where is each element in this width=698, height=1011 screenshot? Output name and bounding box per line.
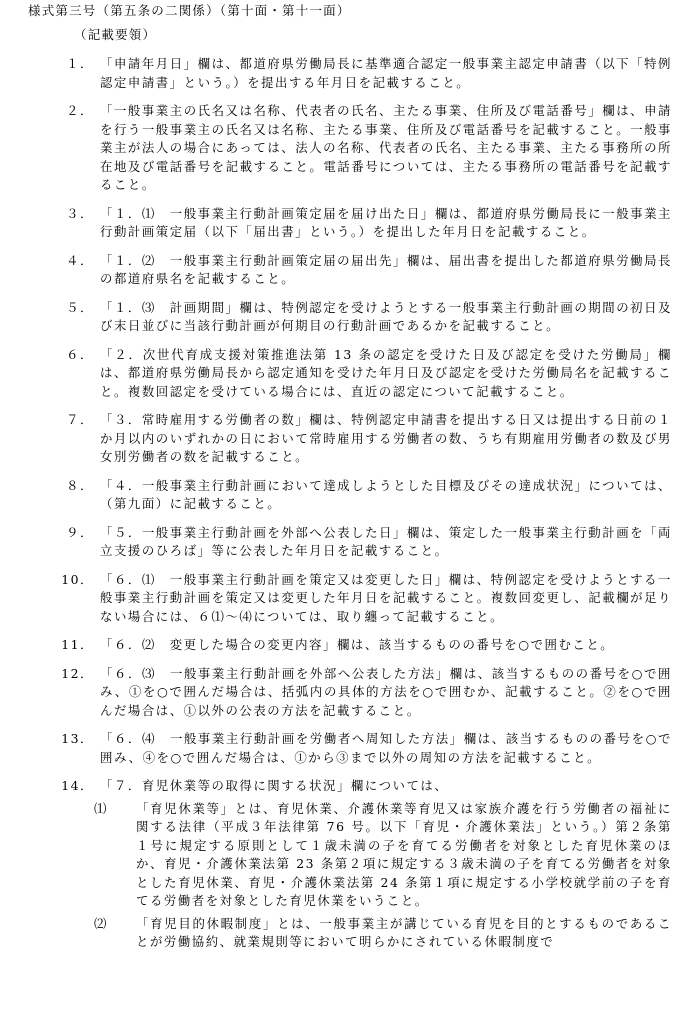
item-number: ４． (66, 252, 94, 268)
sub-item-number: ⑵ (94, 915, 108, 931)
section-heading: （記載要領） (74, 27, 157, 42)
list-item (60, 252, 672, 289)
item-text: 「５．一般事業主行動計画を外部へ公表した日」欄は、策定した一般事業主行動計画を「両立支援のひろば」等に公表した年月日を記載すること。 (100, 524, 672, 558)
sub-item (94, 800, 672, 911)
item-number: ３． (66, 205, 94, 221)
item-number: １． (66, 56, 94, 71)
sub-item-text: 「育児休業等」とは、育児休業、介護休業等育児又は家族介護を行う労働者の福祉に関する法律（平成３年法律第 76 号。以下「育児・介護休業法」という。）第２条第１号に規定する原則として１歳未満の子を育てる労働者を対象とした育児休業のほか、育児・介護休業法第 23 条第２項に規定する３歳未満の子を育てる労働者を対象とした育児休業、育児・介護休業法第 24 条第１項に規定する小学校就学前の子を育てる労働者を対象とした育児休業をいうこと。 (136, 800, 672, 908)
item-text: 「１．⑴ 一般事業主行動計画策定届を届け出た日」欄は、都道府県労働局長に一般事業主行動計画策定届（以下「届出書」という。）を提出した年月日を記載すること。 (100, 205, 672, 239)
item-number: 12． (61, 665, 94, 681)
list-item (60, 102, 672, 195)
list-item (60, 299, 672, 336)
instruction-list (60, 55, 672, 956)
item-text: 「１．⑶ 計画期間」欄は、特例認定を受けようとする一般事業主行動計画の期間の初日及び末日並びに当該行動計画が何期目の行動計画であるかを記載すること。 (100, 299, 672, 333)
item-number: 13． (61, 731, 94, 746)
item-text: 「３．常時雇用する労働者の数」欄は、特例認定申請書を提出する日又は提出する日前の１か月以内のいずれかの日において常時雇用する労働者の数、うち有期雇用労働者の数及び男女別労働者の数を記載すること。 (100, 412, 672, 464)
sub-item-text: 「育児目的休暇制度」とは、一般事業主が講じている育児を目的とするものであることが労働協約、就業規則等において明らかにされている休暇制度で (136, 915, 672, 949)
item-text: 「６．⑷ 一般事業主行動計画を労働者へ周知した方法」欄は、該当するものの番号を○で囲み、④を○で囲んだ場合は、①から③まで以外の周知の方法を記載すること。 (100, 731, 672, 765)
item-number: ６． (66, 346, 94, 362)
item-text: 「１．⑵ 一般事業主行動計画策定届の届出先」欄は、届出書を提出した都道府県労働局長の都道府県名を記載すること。 (100, 252, 672, 286)
list-item (60, 665, 672, 721)
item-text: 「一般事業主の氏名又は名称、代表者の氏名、主たる事業、住所及び電話番号」欄は、申請を行う一般事業主の氏名又は名称、主たる事業、住所及び電話番号を記載すること。一般事業主が法人の場合にあっては、法人の名称、代表者の氏名、主たる事業、主たる事務所の所在地及び電話番号を記載すること。電話番号については、主たる事務所の電話番号を記載すること。 (100, 103, 672, 192)
list-item (60, 205, 672, 242)
list-item (60, 571, 672, 627)
list-item (60, 346, 672, 402)
item-text: 「７．育児休業等の取得に関する状況」欄については、 (100, 778, 449, 793)
item-number: 10． (61, 571, 94, 587)
list-item (60, 730, 672, 767)
item-number: 11． (61, 637, 94, 652)
item-text: 「４．一般事業主行動計画において達成しようとした目標及びその達成状況」については、（第九面）に記載すること。 (100, 477, 672, 511)
item-text: 「６．⑶ 一般事業主行動計画を外部へ公表した方法」欄は、該当するものの番号を○で囲み、①を○で囲んだ場合は、括弧内の具体的方法を○で囲むか、記載すること。②を○で囲んだ場合は、①以外の公表の方法を記載すること。 (100, 665, 672, 718)
item-text: 「６．⑵ 変更した場合の変更内容」欄は、該当するものの番号を○で囲むこと。 (100, 637, 615, 652)
form-header: 様式第三号（第五条の二関係）（第十面・第十一面） (28, 3, 351, 18)
list-item (60, 636, 672, 655)
list-item (60, 477, 672, 514)
item-number: ５． (66, 299, 94, 315)
item-number: ８． (66, 477, 94, 493)
item-number: ７． (66, 412, 94, 427)
item-number: ９． (66, 524, 94, 540)
list-item (60, 524, 672, 561)
item-number: 14． (61, 778, 94, 793)
list-item (60, 411, 672, 467)
item-text: 「２．次世代育成支援対策推進法第 13 条の認定を受けた日及び認定を受けた労働局」欄は、都道府県労働局長から認定通知を受けた年月日及び認定を受けた労働局名を記載すること。複数回認定を受けている場合には、直近の認定について記載すること。 (100, 346, 672, 399)
list-item (60, 55, 672, 92)
sub-item-number: ⑴ (94, 800, 108, 816)
item-number: ２． (66, 103, 94, 118)
item-text: 「申請年月日」欄は、都道府県労働局長に基準適合認定一般事業主認定申請書（以下「特例認定申請書」という。）を提出する年月日を記載すること。 (100, 56, 672, 90)
list-item (60, 777, 672, 796)
item-text: 「６．⑴ 一般事業主行動計画を策定又は変更した日」欄は、特例認定を受けようとする一般事業主行動計画を策定又は変更した年月日を記載すること。複数回変更し、記載欄が足りない場合には、６⑴～⑷については、取り纏って記載すること。 (100, 571, 672, 624)
sub-item (94, 915, 672, 952)
